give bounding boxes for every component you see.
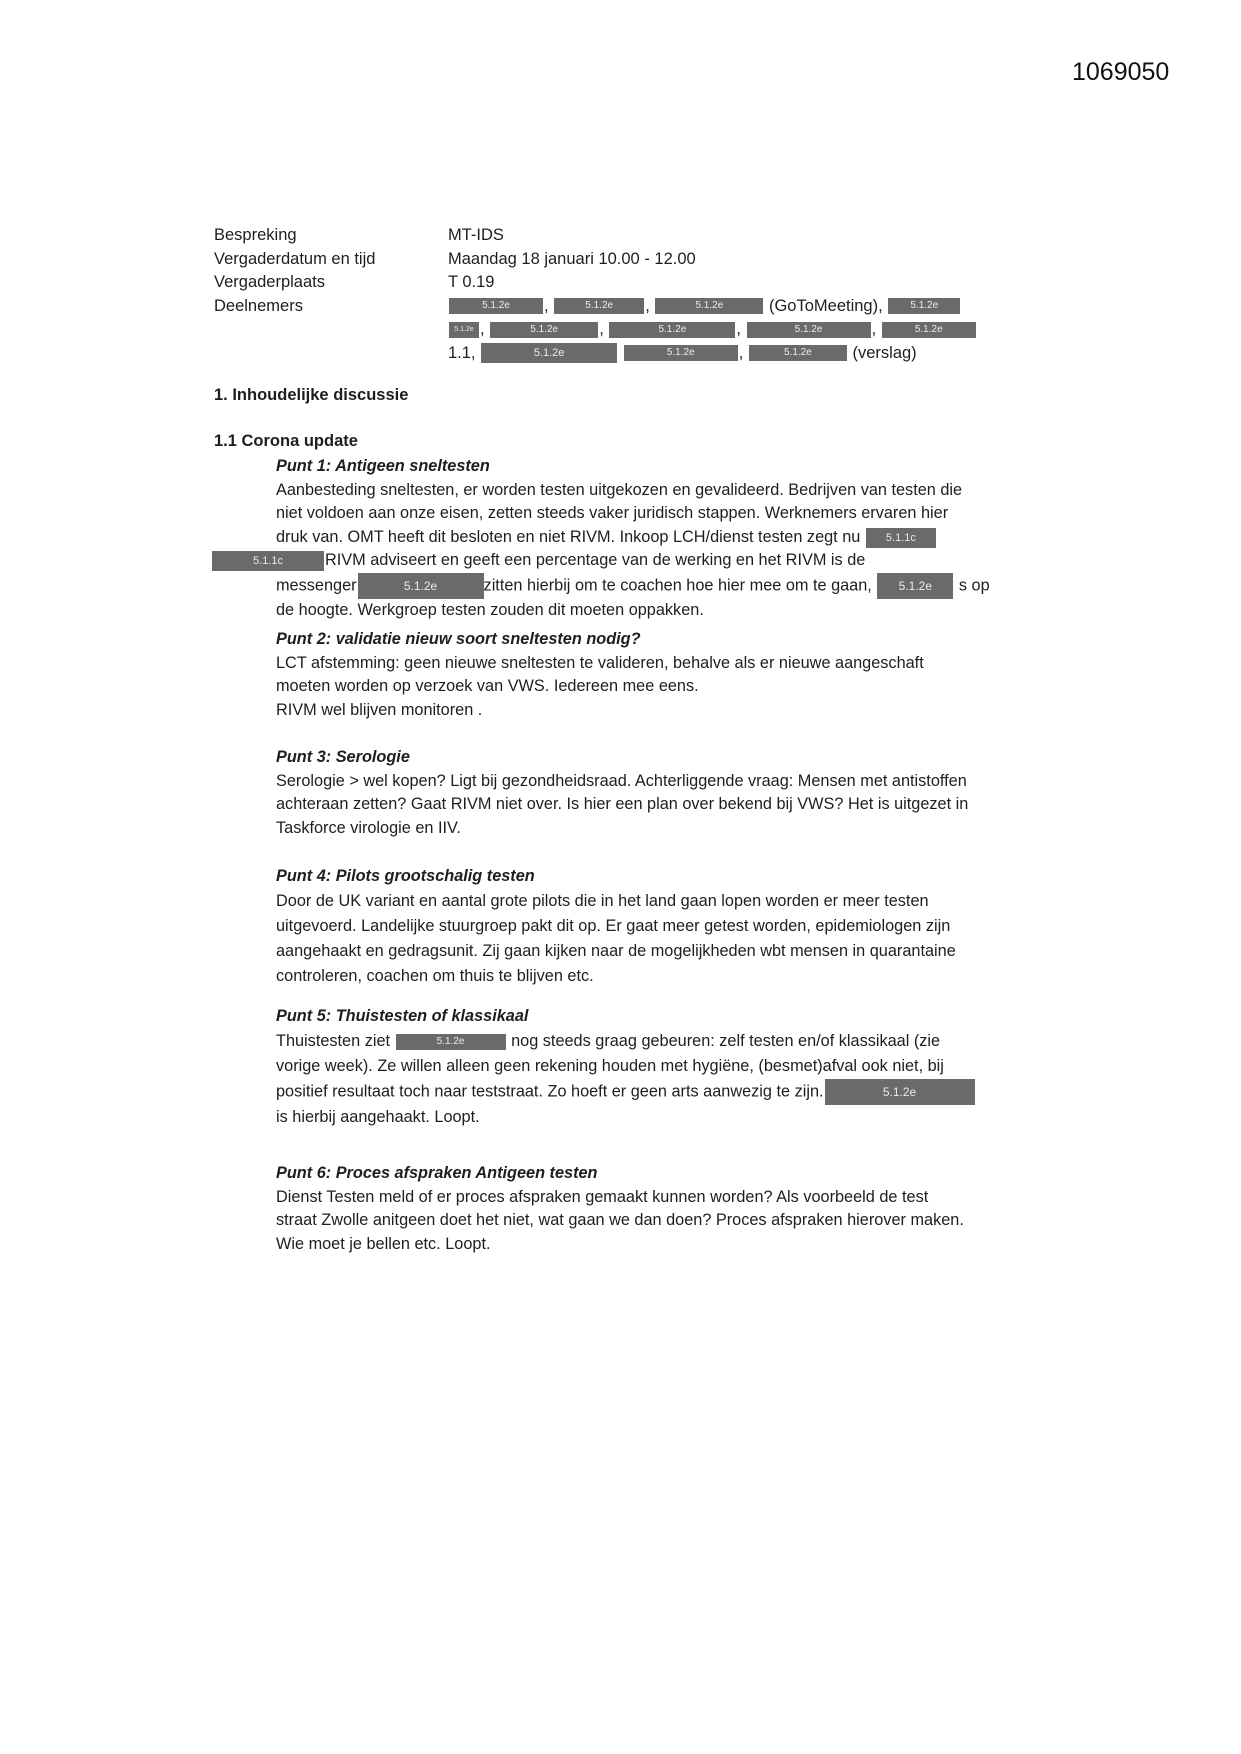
- paragraph-line: Wie moet je bellen etc. Loopt.: [276, 1234, 491, 1253]
- paragraph-line: [276, 573, 1036, 599]
- punt-1: [253, 455, 1036, 622]
- separator: ,: [544, 296, 549, 315]
- paragraph-line: Door de UK variant en aantal grote pilots die in het land gaan lopen worden er meer testen: [276, 892, 929, 910]
- paragraph-line: achteraan zetten? Gaat RIVM niet over. Is hier een plan over bekend bij VWS? Het is uitgezet in: [276, 795, 969, 813]
- text-span: nog steeds graag gebeuren: zelf testen en/of klassikaal (zie: [511, 1032, 941, 1050]
- participant-number: 1.1,: [448, 343, 476, 362]
- paragraph-line: straat Zwolle anitgeen doet het niet, wat gaan we dan doen? Proces afspraken hierover maken.: [276, 1211, 964, 1229]
- text-span: Thuistesten ziet: [276, 1032, 391, 1050]
- paragraph-line: [276, 1029, 1036, 1054]
- punt-heading: Punt 3: Serologie: [276, 748, 410, 766]
- meta-value: T 0.19: [448, 273, 495, 291]
- punt-4: [276, 864, 1036, 989]
- paragraph-line: Serologie > wel kopen? Ligt bij gezondheidsraad. Achterliggende vraag: Mensen met antistoffen: [276, 771, 967, 790]
- gotomeeting-label: (GoToMeeting),: [768, 296, 883, 315]
- paragraph-line: RIVM wel blijven monitoren .: [276, 700, 483, 719]
- meeting-meta: [214, 224, 1014, 365]
- paragraph-line: aangehaakt en gedragsunit. Zij gaan kijken naar de mogelijkheden wbt mensen in quarantaine: [276, 942, 956, 960]
- document-number: 1069050: [1072, 58, 1170, 86]
- meta-value: Maandag 18 januari 10.00 - 12.00: [448, 249, 696, 268]
- text-span: RIVM adviseert en geeft een percentage van de werking en het RIVM is de: [325, 551, 866, 569]
- punt-3: [276, 746, 1036, 840]
- section-heading-1-1: 1.1 Corona update: [214, 432, 358, 450]
- punt-heading: Punt 4: Pilots grootschalig testen: [276, 867, 535, 885]
- redaction-block: 5.1.2e: [825, 1079, 975, 1105]
- separator: ,: [736, 320, 741, 338]
- paragraph-line: [276, 526, 1036, 550]
- participants-line-3: [448, 342, 917, 366]
- separator: ,: [738, 343, 744, 362]
- meta-row-bespreking: [214, 224, 1014, 248]
- redaction-block: 5.1.1c: [866, 528, 936, 548]
- separator: ,: [599, 320, 604, 338]
- redaction-block: 5.1.2e: [888, 298, 960, 314]
- punt-6: [276, 1162, 1036, 1256]
- redaction-block: 5.1.1c: [212, 551, 324, 571]
- paragraph-line: Dienst Testen meld of er proces afspraken gemaakt kunnen worden? Als voorbeeld de test: [276, 1187, 929, 1206]
- participants-line-1: [448, 295, 961, 319]
- paragraph-line: niet voldoen aan onze eisen, zetten steeds vaker juridisch stappen. Werknemers ervaren hier: [276, 504, 949, 522]
- redaction-block: 5.1.2e: [609, 322, 735, 338]
- meta-row-deelnemers-2: [214, 318, 1014, 342]
- redaction-block: 5.1.2e: [396, 1034, 506, 1050]
- text-span: messenger: [276, 575, 357, 594]
- paragraph-line: Taskforce virologie en IIV.: [276, 818, 461, 837]
- meta-row-deelnemers-3: [214, 342, 1014, 366]
- redaction-block: 5.1.2e: [882, 322, 976, 338]
- paragraph-line: vorige week). Ze willen alleen geen rekening houden met hygiëne, (besmet)afval ook niet, bij: [276, 1057, 944, 1075]
- participants-line-2: [448, 318, 977, 342]
- redaction-block: 5.1.2e: [358, 573, 484, 599]
- punt-heading: Punt 1: Antigeen sneltesten: [276, 457, 490, 475]
- verslag-label: (verslag): [852, 343, 917, 362]
- meta-value: MT-IDS: [448, 226, 504, 244]
- separator: ,: [480, 320, 485, 338]
- paragraph-line: controleren, coachen om thuis te blijven etc.: [276, 967, 594, 985]
- meta-label: Vergaderdatum en tijd: [214, 249, 376, 268]
- redaction-block: 5.1.2e: [481, 343, 617, 363]
- meta-row-datum: [214, 248, 1014, 272]
- paragraph-line: moeten worden op verzoek van VWS. Iedereen mee eens.: [276, 677, 699, 695]
- paragraph-line: uitgevoerd. Landelijke stuurgroep pakt dit op. Er gaat meer getest worden, epidemiologen zijn: [276, 917, 951, 935]
- meta-label: Bespreking: [214, 226, 297, 244]
- paragraph-line: Aanbesteding sneltesten, er worden testen uitgekozen en gevalideerd. Bedrijven van testen die: [276, 480, 963, 499]
- text-span: zitten hierbij om te coachen hoe hier mee om te gaan,: [483, 575, 872, 594]
- punt-2: [276, 628, 1036, 722]
- meta-row-deelnemers: [214, 295, 1014, 319]
- text-span: s op: [958, 575, 990, 594]
- paragraph-line: de hoogte. Werkgroep testen zouden dit moeten oppakken.: [276, 600, 704, 619]
- punt-heading: Punt 2: validatie nieuw soort sneltesten nodig?: [276, 630, 641, 648]
- separator: ,: [645, 296, 650, 315]
- redaction-block: 5.1.2e: [624, 345, 738, 361]
- text-span: druk van. OMT heeft dit besloten en niet RIVM. Inkoop LCH/dienst testen zegt nu: [276, 527, 861, 546]
- redaction-block: 5.1.2e: [449, 298, 543, 314]
- paragraph-line: [253, 549, 1036, 573]
- meta-label: Deelnemers: [214, 296, 303, 315]
- punt-heading: Punt 6: Proces afspraken Antigeen testen: [276, 1164, 598, 1182]
- separator: ,: [871, 320, 877, 338]
- redaction-block: 5.1.2e: [877, 573, 953, 599]
- paragraph-line: is hierbij aangehaakt. Loopt.: [276, 1108, 480, 1126]
- punt-5: [276, 1004, 1036, 1130]
- text-span: positief resultaat toch naar teststraat. Zo hoeft er geen arts aanwezig te zijn.: [276, 1082, 824, 1101]
- redaction-block: 5.1.2e: [655, 298, 763, 314]
- redaction-block: 5.1.2e: [490, 322, 598, 338]
- redaction-block: 5.1.2e: [554, 298, 644, 314]
- redaction-block: 5.1.2e: [747, 322, 871, 338]
- meta-row-plaats: [214, 271, 1014, 295]
- redaction-block: 5.1.2e: [449, 322, 479, 338]
- meta-label: Vergaderplaats: [214, 273, 325, 291]
- redaction-block: 5.1.2e: [749, 345, 847, 361]
- paragraph-line: [276, 1079, 1036, 1105]
- punt-heading: Punt 5: Thuistesten of klassikaal: [276, 1007, 529, 1025]
- section-heading-1: 1. Inhoudelijke discussie: [214, 386, 409, 404]
- paragraph-line: LCT afstemming: geen nieuwe sneltesten te valideren, behalve als er nieuwe aangeschaft: [276, 653, 924, 672]
